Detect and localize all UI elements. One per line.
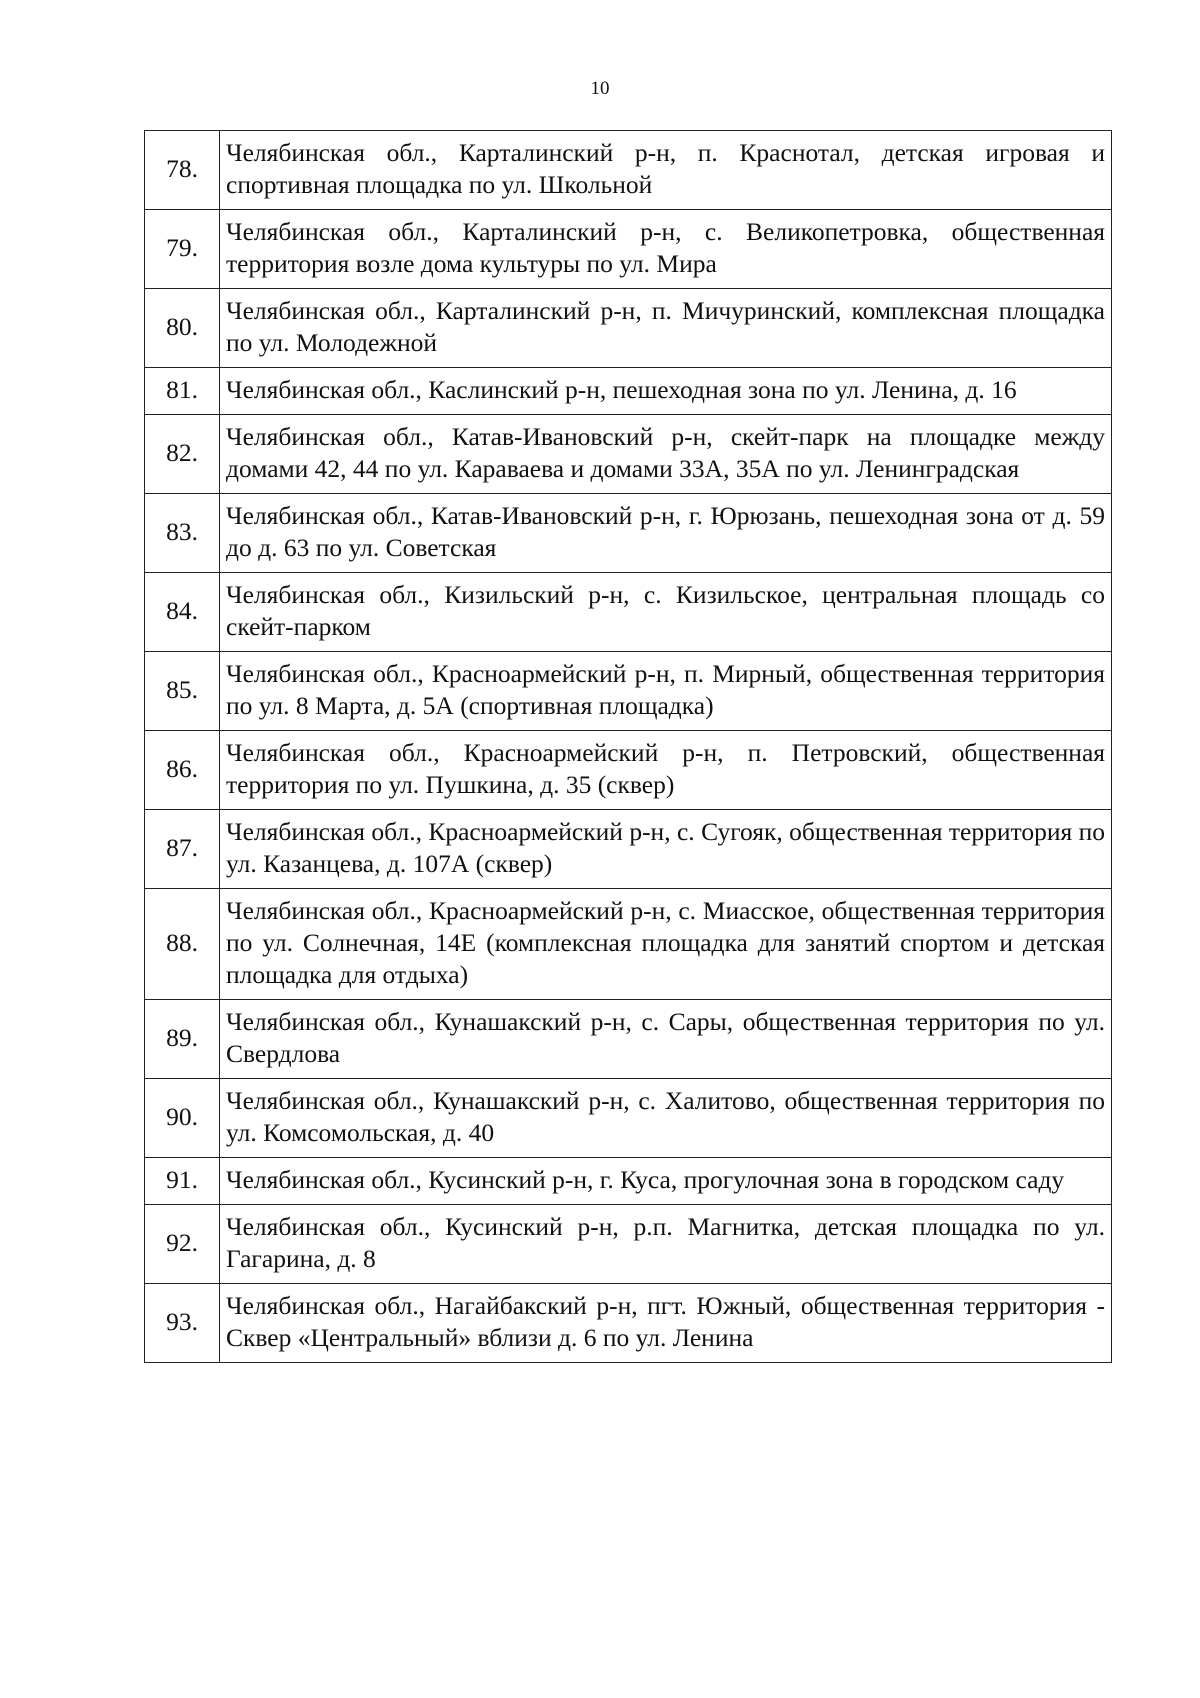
row-number: 84. [145,573,220,652]
row-description: Челябинская обл., Каслинский р-н, пешеходная зона по ул. Ленина, д. 16 [220,368,1112,415]
row-number: 88. [145,889,220,1000]
territories-table [144,130,1112,1363]
table-row [145,210,1112,289]
row-number: 93. [145,1284,220,1363]
row-number: 78. [145,131,220,210]
page-number: 10 [590,78,610,99]
table-row [145,1158,1112,1205]
table-row [145,652,1112,731]
table-row [145,415,1112,494]
row-description: Челябинская обл., Кунашакский р-н, с. Сары, общественная территория по ул. Свердлова [220,1000,1112,1079]
table-row [145,494,1112,573]
row-description: Челябинская обл., Красноармейский р-н, п. Петровский, общественная территория по ул. Пушкина, д. 35 (сквер) [220,731,1112,810]
table-row [145,810,1112,889]
row-number: 90. [145,1079,220,1158]
row-number: 85. [145,652,220,731]
row-number: 91. [145,1158,220,1205]
row-description: Челябинская обл., Кунашакский р-н, с. Халитово, общественная территория по ул. Комсомольская, д. 40 [220,1079,1112,1158]
row-description: Челябинская обл., Нагайбакский р-н, пгт. Южный, общественная территория - Сквер «Центральный» вблизи д. 6 по ул. Ленина [220,1284,1112,1363]
table-row [145,573,1112,652]
row-description: Челябинская обл., Карталинский р-н, п. Мичуринский, комплексная площадка по ул. Молодежной [220,289,1112,368]
row-description: Челябинская обл., Кусинский р-н, г. Куса, прогулочная зона в городском саду [220,1158,1112,1205]
table-row [145,1000,1112,1079]
row-number: 80. [145,289,220,368]
row-description: Челябинская обл., Катав-Ивановский р-н, г. Юрюзань, пешеходная зона от д. 59 до д. 63 по ул. Советская [220,494,1112,573]
table-row [145,1205,1112,1284]
table-row [145,368,1112,415]
table-row [145,1284,1112,1363]
row-description: Челябинская обл., Кизильский р-н, с. Кизильское, центральная площадь со скейт-парком [220,573,1112,652]
table-row [145,889,1112,1000]
row-number: 83. [145,494,220,573]
row-description: Челябинская обл., Карталинский р-н, п. Краснотал, детская игровая и спортивная площадка по ул. Школьной [220,131,1112,210]
row-description: Челябинская обл., Красноармейский р-н, с. Сугояк, общественная территория по ул. Казанцева, д. 107А (сквер) [220,810,1112,889]
table-row [145,289,1112,368]
row-description: Челябинская обл., Карталинский р-н, с. Великопетровка, общественная территория возле дома культуры по ул. Мира [220,210,1112,289]
row-number: 89. [145,1000,220,1079]
table-row [145,131,1112,210]
row-number: 86. [145,731,220,810]
row-number: 81. [145,368,220,415]
row-description: Челябинская обл., Кусинский р-н, р.п. Магнитка, детская площадка по ул. Гагарина, д. 8 [220,1205,1112,1284]
row-number: 82. [145,415,220,494]
row-number: 87. [145,810,220,889]
row-description: Челябинская обл., Красноармейский р-н, с. Миасское, общественная территория по ул. Солнечная, 14Е (комплексная площадка для занятий спортом и детская площадка для отдыха) [220,889,1112,1000]
row-number: 92. [145,1205,220,1284]
table-row [145,731,1112,810]
row-description: Челябинская обл., Красноармейский р-н, п. Мирный, общественная территория по ул. 8 Марта, д. 5А (спортивная площадка) [220,652,1112,731]
table-row [145,1079,1112,1158]
row-number: 79. [145,210,220,289]
territories-table-body [145,131,1112,1363]
row-description: Челябинская обл., Катав-Ивановский р-н, скейт-парк на площадке между домами 42, 44 по ул. Караваева и домами 33А, 35А по ул. Ленинградская [220,415,1112,494]
